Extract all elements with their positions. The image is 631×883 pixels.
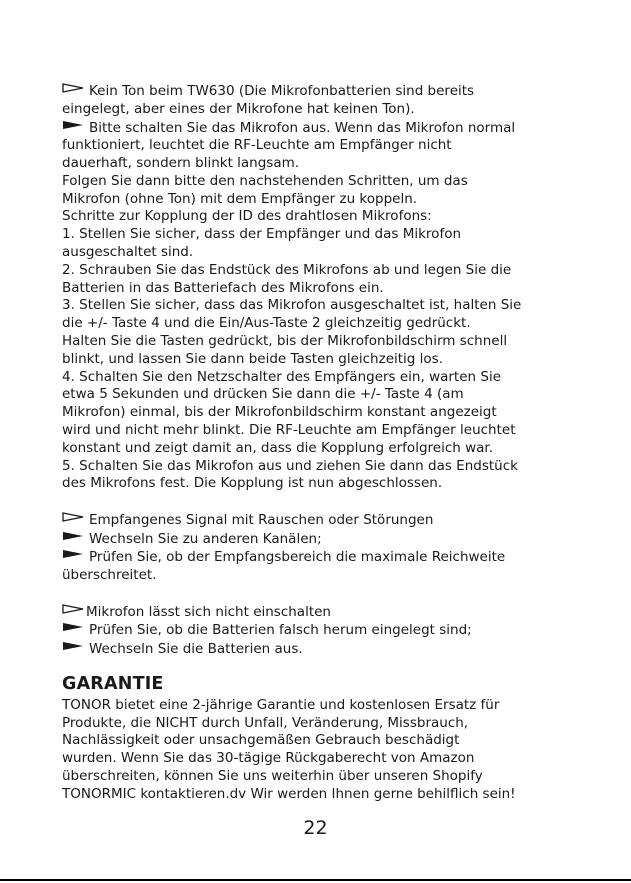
warranty-line: Nachlässigkeit oder unsachgemäßen Gebrauch beschädigt: [62, 732, 460, 749]
body-line: 4. Schalten Sie den Netzschalter des Empfängers ein, warten Sie: [62, 368, 502, 385]
issue-heading: Empfangenes Signal mit Rauschen oder Störungen: [89, 511, 434, 528]
outline-triangle-arrow-icon: [62, 510, 84, 528]
warranty-line: wurden. Wenn Sie das 30-tägige Rückgaberecht von Amazon: [62, 750, 475, 767]
issue-heading: Kein Ton beim TW630 (Die Mikrofonbatterien sind bereits: [89, 82, 475, 99]
section-power: [62, 603, 582, 659]
body-line: Folgen Sie dann bitte den nachstehenden Schritten, um das: [62, 172, 468, 189]
tip-line: Wechseln Sie die Batterien aus.: [89, 640, 303, 657]
filled-triangle-arrow-icon: [62, 639, 84, 657]
warranty-line: TONOR bietet eine 2-jährige Garantie und kostenlosen Ersatz für: [62, 696, 500, 713]
filled-triangle-arrow-icon: [62, 547, 84, 565]
body-line: Mikrofon) einmal, bis der Mikrofonbildschirm konstant angezeigt: [62, 404, 497, 421]
tip-line: funktioniert, leuchtet die RF-Leuchte am Empfänger nicht: [62, 137, 452, 154]
filled-triangle-arrow-icon: [62, 529, 84, 547]
filled-triangle-arrow-icon: [62, 118, 84, 136]
body-line: des Mikrofons fest. Die Kopplung ist nun abgeschlossen.: [62, 475, 443, 492]
issue-heading-continued: eingelegt, aber eines der Mikrofone hat keinen Ton).: [62, 100, 415, 117]
footer-rule: [0, 879, 631, 881]
outline-triangle-arrow-icon: [62, 602, 84, 620]
body-line: konstant und zeigt damit an, dass die Kopplung erfolgreich war.: [62, 439, 494, 456]
body-line: etwa 5 Sekunden und drücken Sie dann die +/- Taste 4 (am: [62, 386, 464, 403]
body-line: Schritte zur Kopplung der ID des drahtlosen Mikrofons:: [62, 208, 432, 225]
tip-line: Wechseln Sie zu anderen Kanälen;: [89, 530, 322, 547]
tip-line: Prüfen Sie, ob der Empfangsbereich die maximale Reichweite: [89, 549, 506, 566]
issue-heading: Mikrofon lässt sich nicht einschalten: [86, 603, 331, 620]
section-no-sound: [62, 82, 582, 493]
section-warranty: [62, 673, 582, 804]
body-line: 1. Stellen Sie sicher, dass der Empfänger und das Mikrofon: [62, 226, 462, 243]
outline-triangle-arrow-icon: [62, 81, 84, 99]
body-line: Mikrofon (ohne Ton) mit dem Empfänger zu koppeln.: [62, 190, 418, 207]
body-line: 2. Schrauben Sie das Endstück des Mikrofons ab und legen Sie die: [62, 261, 512, 278]
tip-line: Prüfen Sie, ob die Batterien falsch herum eingelegt sind;: [89, 622, 472, 639]
body-line: ausgeschaltet sind.: [62, 243, 194, 260]
warranty-line: Produkte, die NICHT durch Unfall, Veränderung, Missbrauch,: [62, 714, 469, 731]
page-content: [62, 82, 582, 804]
body-line: die +/- Taste 4 und die Ein/Aus-Taste 2 gleichzeitig gedrückt.: [62, 315, 471, 332]
section-noise: [62, 511, 582, 585]
body-line: 5. Schalten Sie das Mikrofon aus und ziehen Sie dann das Endstück: [62, 457, 518, 474]
tip-line: überschreitet.: [62, 567, 157, 584]
warranty-line: überschreiten, können Sie uns weiterhin über unseren Shopify: [62, 767, 483, 784]
filled-triangle-arrow-icon: [62, 620, 84, 638]
body-line: Halten Sie die Tasten gedrückt, bis der Mikrofonbildschirm schnell: [62, 332, 508, 349]
tip-line: dauerhaft, sondern blinkt langsam.: [62, 155, 300, 171]
warranty-line: TONORMIC kontaktieren.dv Wir werden Ihnen gerne behilflich sein!: [62, 785, 516, 802]
body-line: Batterien in das Batteriefach des Mikrofons ein.: [62, 279, 384, 296]
body-line: 3. Stellen Sie sicher, dass das Mikrofon ausgeschaltet ist, halten Sie: [62, 297, 522, 314]
body-line: blinkt, und lassen Sie dann beide Tasten gleichzeitig los.: [62, 350, 443, 367]
body-line: wird und nicht mehr blinkt. Die RF-Leuchte am Empfänger leuchtet: [62, 421, 516, 438]
warranty-title: GARANTIE: [62, 673, 164, 694]
tip-line: Bitte schalten Sie das Mikrofon aus. Wenn das Mikrofon normal: [89, 119, 516, 136]
page-number: 22: [303, 817, 328, 839]
